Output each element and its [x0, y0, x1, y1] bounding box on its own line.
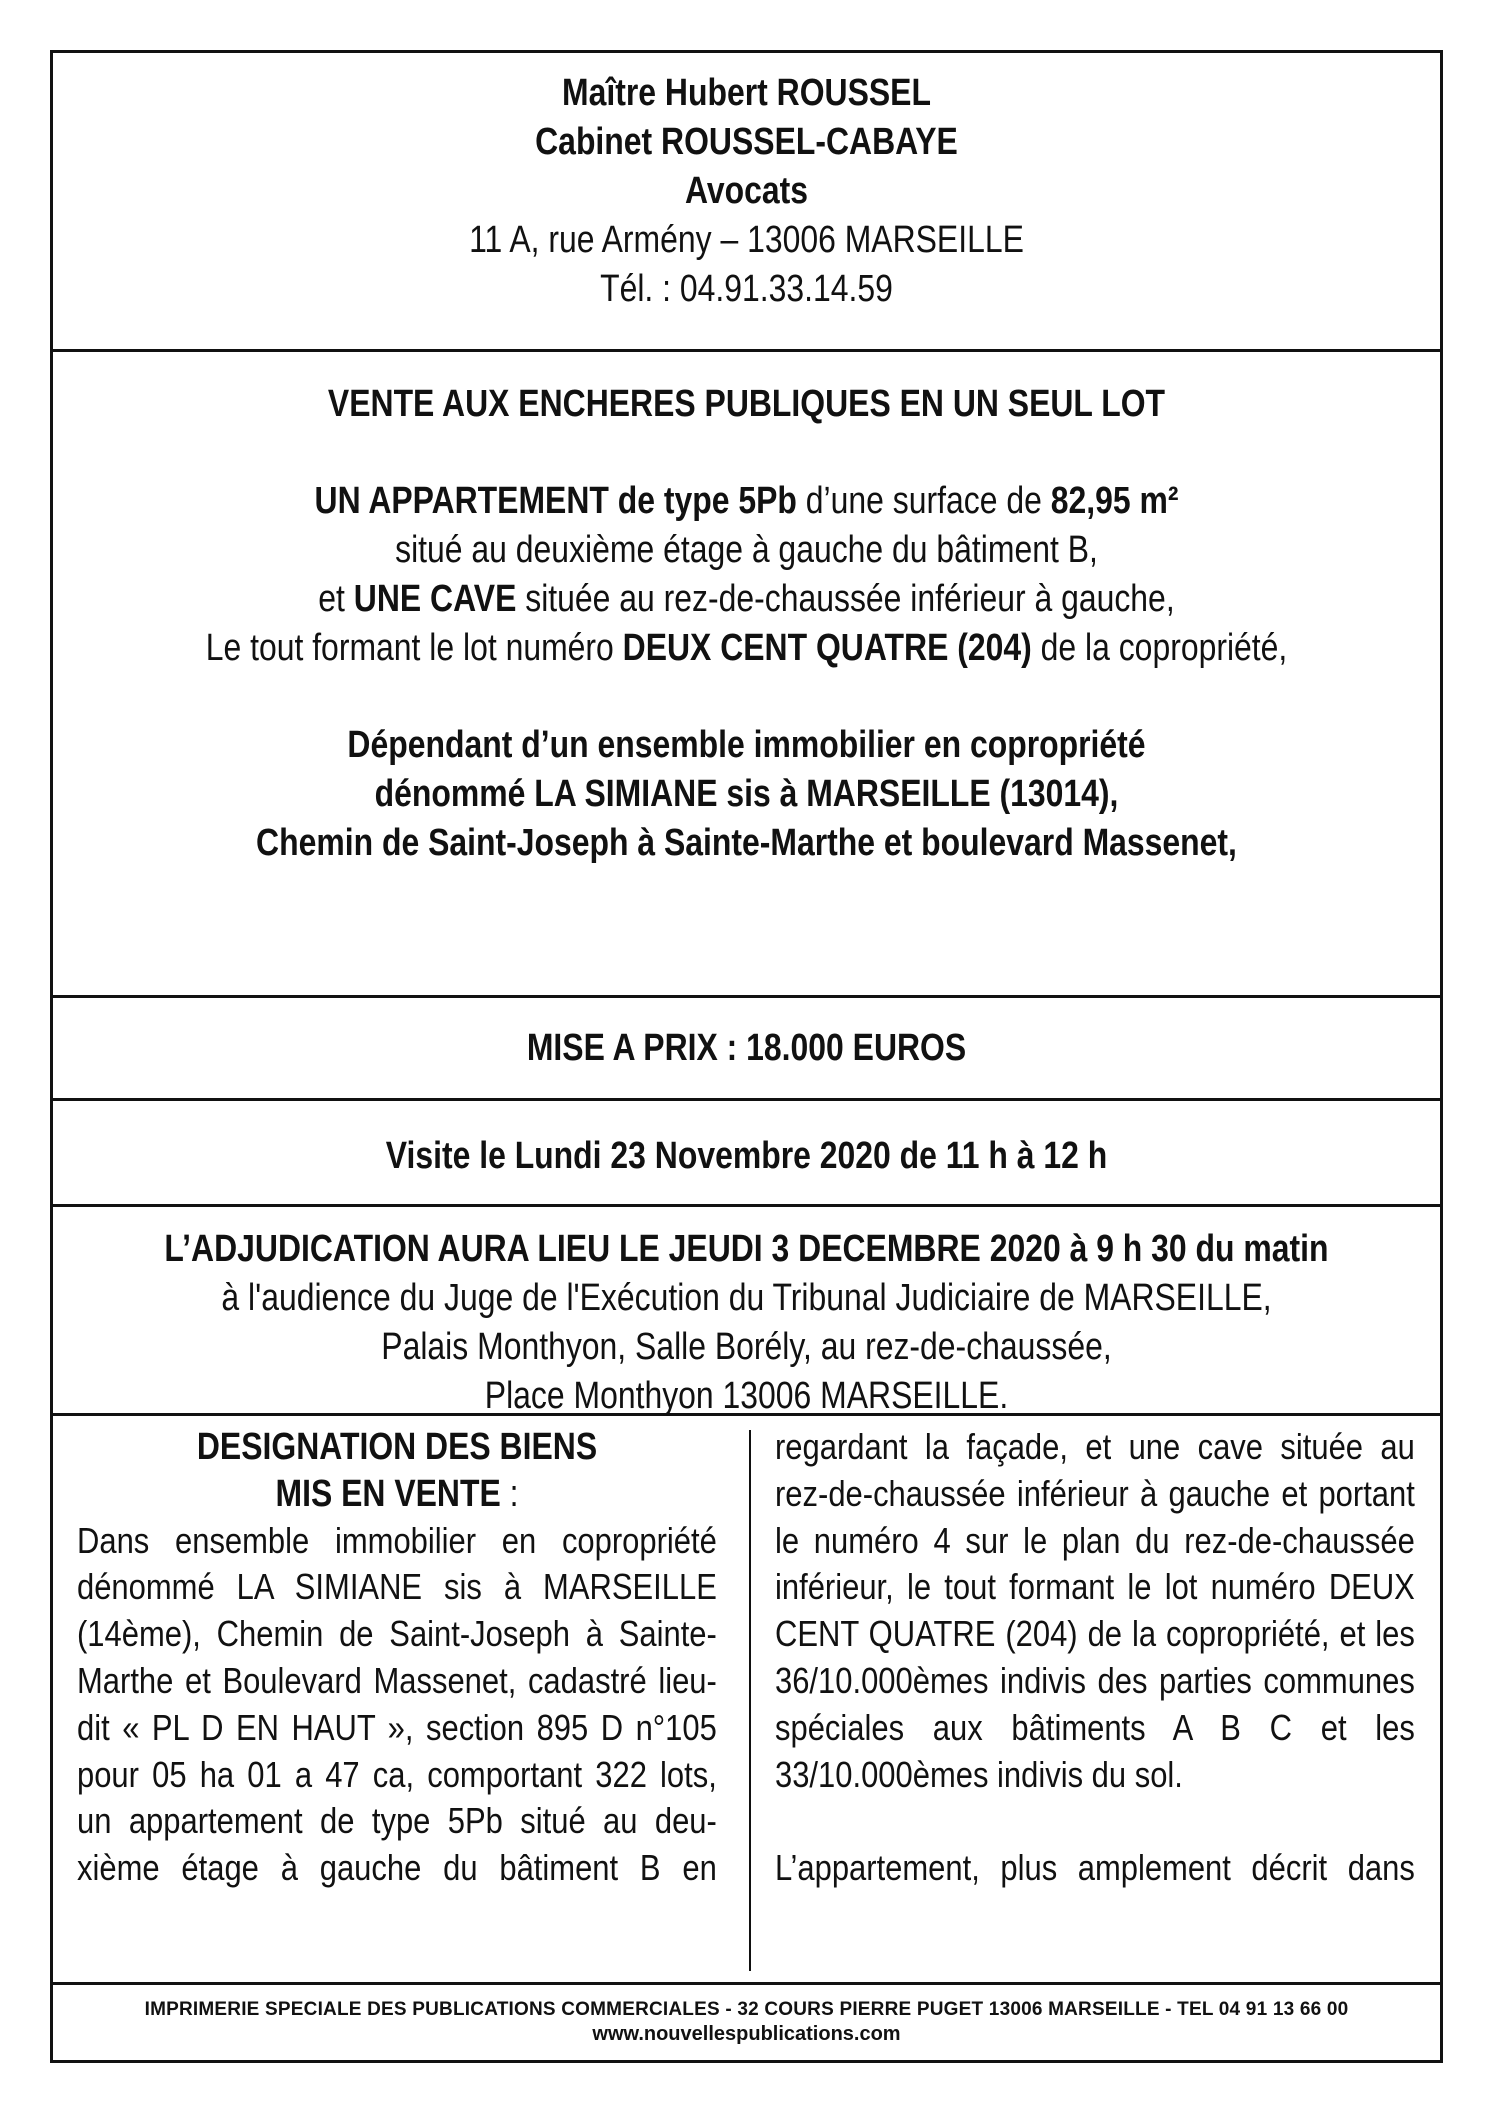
lawyer-header: [53, 53, 1440, 352]
right-line: inférieur, le tout formant le lot numéro DEUX: [775, 1566, 1415, 1608]
left-line: un appartement de type 5Pb situé au deu-: [77, 1800, 717, 1842]
adjudication-line-1: à l'audience du Juge de l'Exécution du Tribunal Judiciaire de MARSEILLE,: [221, 1277, 1272, 1319]
designation-section: [53, 1416, 1440, 1985]
printer-info: IMPRIMERIE SPECIALE DES PUBLICATIONS COMMERCIALES - 32 COURS PIERRE PUGET 13006 MARSEILLE - TEL 04 91 13 66 00: [144, 1999, 1349, 2020]
lawyer-name: Maître Hubert ROUSSEL: [562, 72, 931, 114]
right-line: 33/10.000èmes indivis du sol.: [775, 1753, 1183, 1795]
adjudication-info: [53, 1207, 1440, 1416]
firm-address: 11 A, rue Armény – 13006 MARSEILLE: [469, 219, 1024, 261]
left-line: Dans ensemble immobilier en copropriété: [77, 1519, 717, 1561]
visit-text: Visite le Lundi 23 Novembre 2020 de 11 h à 12 h: [385, 1135, 1108, 1177]
designation-right-column: [775, 1424, 1415, 1892]
left-line: xième étage à gauche du bâtiment B en: [77, 1847, 717, 1889]
left-line: (14ème), Chemin de Saint-Joseph à Sainte-: [77, 1613, 717, 1655]
visit-info: [53, 1101, 1440, 1207]
designation-heading-1: DESIGNATION DES BIENS: [196, 1426, 598, 1468]
adjudication-line-2: Palais Monthyon, Salle Borély, au rez-de-chaussée,: [381, 1326, 1112, 1368]
dependency-line-3: Chemin de Saint-Joseph à Sainte-Marthe et boulevard Massenet,: [256, 822, 1237, 864]
adjudication-line-3: Place Monthyon 13006 MARSEILLE.: [484, 1375, 1009, 1417]
right-line: 36/10.000èmes indivis des parties communes: [775, 1659, 1415, 1701]
adjudication-title: L’ADJUDICATION AURA LIEU LE JEUDI 3 DECEMBRE 2020 à 9 h 30 du matin: [164, 1228, 1329, 1270]
right-line: regardant la façade, et une cave située au: [775, 1426, 1415, 1467]
right-line: le numéro 4 sur le plan du rez-de-chaussée: [775, 1519, 1415, 1561]
printer-website[interactable]: www.nouvellespublications.com: [592, 2023, 901, 2045]
left-line: pour 05 ha 01 a 47 ca, comportant 322 lots,: [77, 1753, 717, 1795]
left-line: dénommé LA SIMIANE sis à MARSEILLE: [77, 1566, 717, 1608]
starting-price: [53, 998, 1440, 1101]
designation-left-column: [77, 1424, 717, 1892]
price-text: MISE A PRIX : 18.000 EUROS: [526, 1027, 967, 1069]
legal-notice: [50, 50, 1443, 2063]
sale-description: [53, 352, 1440, 998]
firm-phone: Tél. : 04.91.33.14.59: [600, 268, 893, 310]
sale-line-3: et UNE CAVE située au rez-de-chaussée inférieur à gauche,: [318, 578, 1175, 620]
firm-role: Avocats: [684, 170, 809, 212]
firm-name: Cabinet ROUSSEL-CABAYE: [535, 121, 958, 163]
sale-line-4: Le tout formant le lot numéro DEUX CENT QUATRE (204) de la copropriété,: [205, 627, 1288, 669]
left-line: dit « PL D EN HAUT », section 895 D n°105: [77, 1706, 717, 1748]
designation-heading-2: MIS EN VENTE :: [275, 1472, 519, 1515]
right-line: L’appartement, plus amplement décrit dans: [775, 1847, 1415, 1889]
sale-line-2: situé au deuxième étage à gauche du bâtiment B,: [395, 529, 1098, 571]
printer-footer: [53, 1985, 1440, 2060]
right-line: spéciales aux bâtiments A B C et les: [775, 1706, 1415, 1748]
dependency-line-2: dénommé LA SIMIANE sis à MARSEILLE (13014),: [374, 773, 1119, 815]
left-line: Marthe et Boulevard Massenet, cadastré lieu-: [77, 1659, 717, 1701]
right-line: rez-de-chaussée inférieur à gauche et portant: [775, 1472, 1415, 1514]
sale-title: VENTE AUX ENCHERES PUBLIQUES EN UN SEUL LOT: [327, 383, 1166, 425]
column-divider: [749, 1430, 751, 1971]
right-line: CENT QUATRE (204) de la copropriété, et les: [775, 1613, 1415, 1655]
dependency-line-1: Dépendant d’un ensemble immobilier en copropriété: [347, 724, 1146, 766]
sale-line-1: UN APPARTEMENT de type 5Pb d’une surface de 82,95 m²: [314, 480, 1179, 522]
